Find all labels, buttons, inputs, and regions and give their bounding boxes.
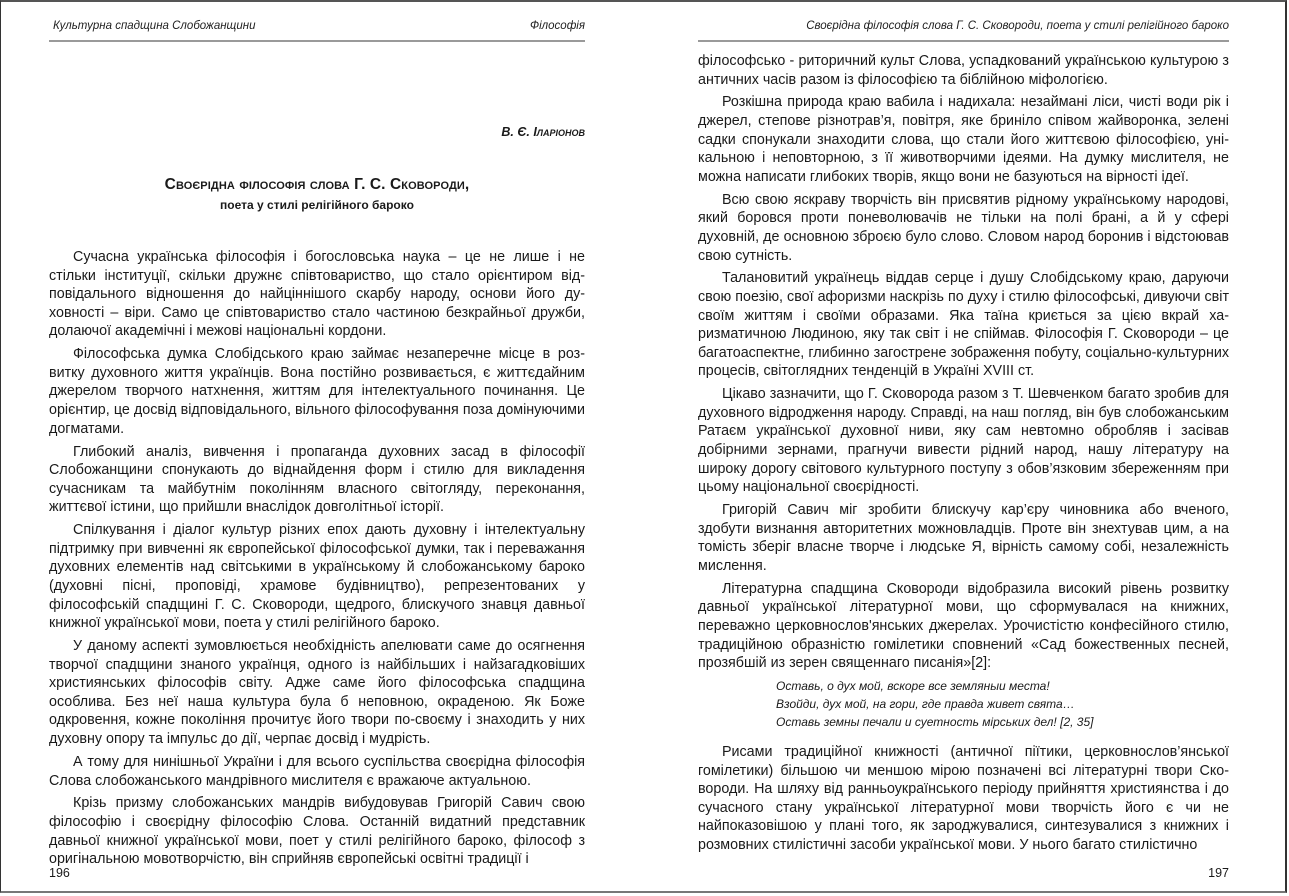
right-body-text bbox=[698, 52, 1229, 859]
running-head-article-title: Своєрідна філософія слова Г. С. Сковороди, поета у стилі релігійного бароко bbox=[806, 20, 1229, 32]
paragraph: Розкішна природа краю вабила і надихала: незаймані ліси, чисті води рік і джерел, степове різнотрав’я, повітря, яке бриніло співом жайворонка, зелені садки спонукали знаходити слова, що стали його життєвою філософією, унікальною і неповторною, з її животворчими ідеями. На думку мислителя, не можна написати глибоких творів, якщо вони не базуються на вірності ідеї. bbox=[698, 94, 1229, 185]
verse-quotation bbox=[776, 677, 1229, 731]
running-head bbox=[698, 20, 1229, 42]
page-number: 196 bbox=[49, 866, 70, 880]
paragraph: Талановитий українець віддав серце і душу Слобідському краю, даруючи свою поезію, свої афоризми наскрізь по духу і стилю філософські, дивуючи світ своїм життям і своїми образами. Яка таїна криється за цією вкрай харизматичною Людиною, яку так світ і не спіймав. Філософія Г. Сковороди – це багатоаспектне, глибинно загострене зображення побуту, соціально-культурних процесів, світоглядних тенденцій в Україні XVIII ст. bbox=[698, 270, 1229, 380]
verse-line: Оставь земны печали и суетность мірських дел! [2, 35] bbox=[776, 715, 1094, 730]
paragraph: Спілкування і діалог культур різних епох дають духовну і інтелектуальну підтримку при вивченні як європейської філософської думки, так і переважання духовних елементів над світськими в українському й слобожанському бароко (духовні пісні, проповіді, храмове будівництво), репрезентованих у філософській спадщині Г. С. Сковороди, щедрого, блискучого знавця давньої книжної української мови, поета у стилі релігійного бароко. bbox=[49, 522, 585, 632]
author-surname: Іларіонов bbox=[533, 125, 585, 139]
running-head-subject: Філософія bbox=[529, 20, 585, 32]
paragraph: Всю свою яскраву творчість він присвятив рідному українському народові, який боровся проти поневолювачів не тільки на полі брані, а й у сфері духовній, де основною зброєю було слово. Словом народ боронив і відстоював свою сутність. bbox=[698, 191, 1229, 264]
paragraph: Глибокий аналіз, вивчення і пропаганда духовних засад в філософії Слобожанщини спонукають до віднайдення форм і стилю для викладення сучасникам та майбутнім поколінням власного світогляду, переконання, життєвої істини, що прийшли внаслідок довголітньої історії. bbox=[49, 443, 585, 516]
page-number: 197 bbox=[1208, 866, 1229, 880]
running-head-section: Культурна спадщина Слобожанщини bbox=[53, 20, 256, 32]
title-line-2: поета у стилі релігійного бароко bbox=[220, 198, 414, 212]
paragraph: Літературна спадщина Сковороди відобразила високий рівень розвитку давньої української літературної мови, що сформувалася на книжних, переважно церковнослов'янських джерелах. Урочистістю конфесійного стилю, традиційною образністю гомілетики сповнений «Сад божественных песней, прозябшій из зерен священнаго писанія»[2]: bbox=[698, 580, 1229, 672]
continued-paragraph: філософсько - риторичний культ Слова, успадкований українською культурою з античних часів разом із філософією та біблійною міфологією. bbox=[698, 53, 1229, 88]
title-line-1: Своєрідна філософія слова Г. С. Сковороди, bbox=[164, 176, 470, 193]
verse-line: Оставь, о дух мой, вскоре все земляныи места! bbox=[776, 679, 1050, 694]
right-page bbox=[645, 0, 1289, 896]
paragraph: Філософська думка Слобідського краю займає незаперечне місце в розвитку духовного життя українців. Вона постійно розвивається, є життєдайним джерелом творчого натхнення, життям для інтелектуального починання. Це орієнтир, це досвід відповідального, вільного філософування поза домінуючими догматами. bbox=[49, 346, 585, 437]
paragraph: Сучасна українська філософія і богословська наука – це не лише і не стільки інституції, скільки дружнє співтовариство, що стало орієнтиром відповідального відношення до найціннішого скарбу народу, основи його духовності – віри. Само це співтовариство стало частиною безкрайньої дружби, долаючої академічні і межові національні кордони. bbox=[49, 249, 585, 340]
paragraph: У даному аспекті зумовлюється необхідність апелювати саме до осягнення творчої спадщини знаного українця, одного із найбільших і найзагадковіших християнських філософів світу. Адже саме його філософська спадщина особлива. Без неї наша культура була б неповною, окраденою. Як Боже одкровення, кожне покоління прочитує його твори по-своєму і знаходить у них духовну опору та імпульс до дії, черпає досвід і мудрість. bbox=[49, 638, 585, 748]
paragraph: Цікаво зазначити, що Г. Сковорода разом з Т. Шевченком багато зробив для духовного відродження народу. Справді, на наш погляд, він був слобожанським Ратаєм української духовної ниви, яку сам невтомно обробляв і засівав добірними зернами, прагнучи вивести рідний народ, нашу літературу на широку дорогу світового культурного поступу з обов’язковим збереженням при цьому національної своєрідності. bbox=[698, 386, 1229, 496]
left-body-text bbox=[49, 248, 585, 873]
paragraph: А тому для нинішньої України і для всього суспільства своєрідна філософія Слова слобожанського мандрівного мислителя є вражаюче актуальною. bbox=[49, 753, 585, 789]
verse-line: Взойди, дух мой, на гори, где правда живет свята… bbox=[776, 697, 1075, 712]
article-author bbox=[501, 125, 585, 139]
paragraph: Крізь призму слобожанських мандрів вибудовував Григорій Савич свою філософію і своєрідну філософію Слова. Останній видатний представник давньої книжної української мови, поет у стилі релігійного бароко, філософ з оригінальною мовотворчістю, він сприйняв європейські освітні традиції і bbox=[49, 795, 585, 868]
paragraph: Рисами традиційної книжності (античної піїтики, церковнослов’янської гомілетики) більшою чи меншою мірою позначені всі літературні твори Сковороди. На шляху від ранньоукраїнського періоду прийняття християнства і до сучасного стану української літературної мови творчість його є чи не найпоказовішою у плані того, як зароджувалися, синтезувалися з книжних і розмовних стилістичні засоби української мови. У нього багато стилістично bbox=[698, 744, 1229, 854]
paragraph: Григорій Савич міг зробити блискучу кар’єру чиновника або вченого, здобути визнання авторитетних можновладців. Проте він знехтував цим, а на томість зберіг власне творче і людське Я, вірність самому собі, незалежність мислення. bbox=[698, 502, 1229, 574]
article-title bbox=[49, 176, 585, 212]
running-head bbox=[49, 20, 585, 42]
author-initials: В. Є. bbox=[501, 125, 530, 139]
